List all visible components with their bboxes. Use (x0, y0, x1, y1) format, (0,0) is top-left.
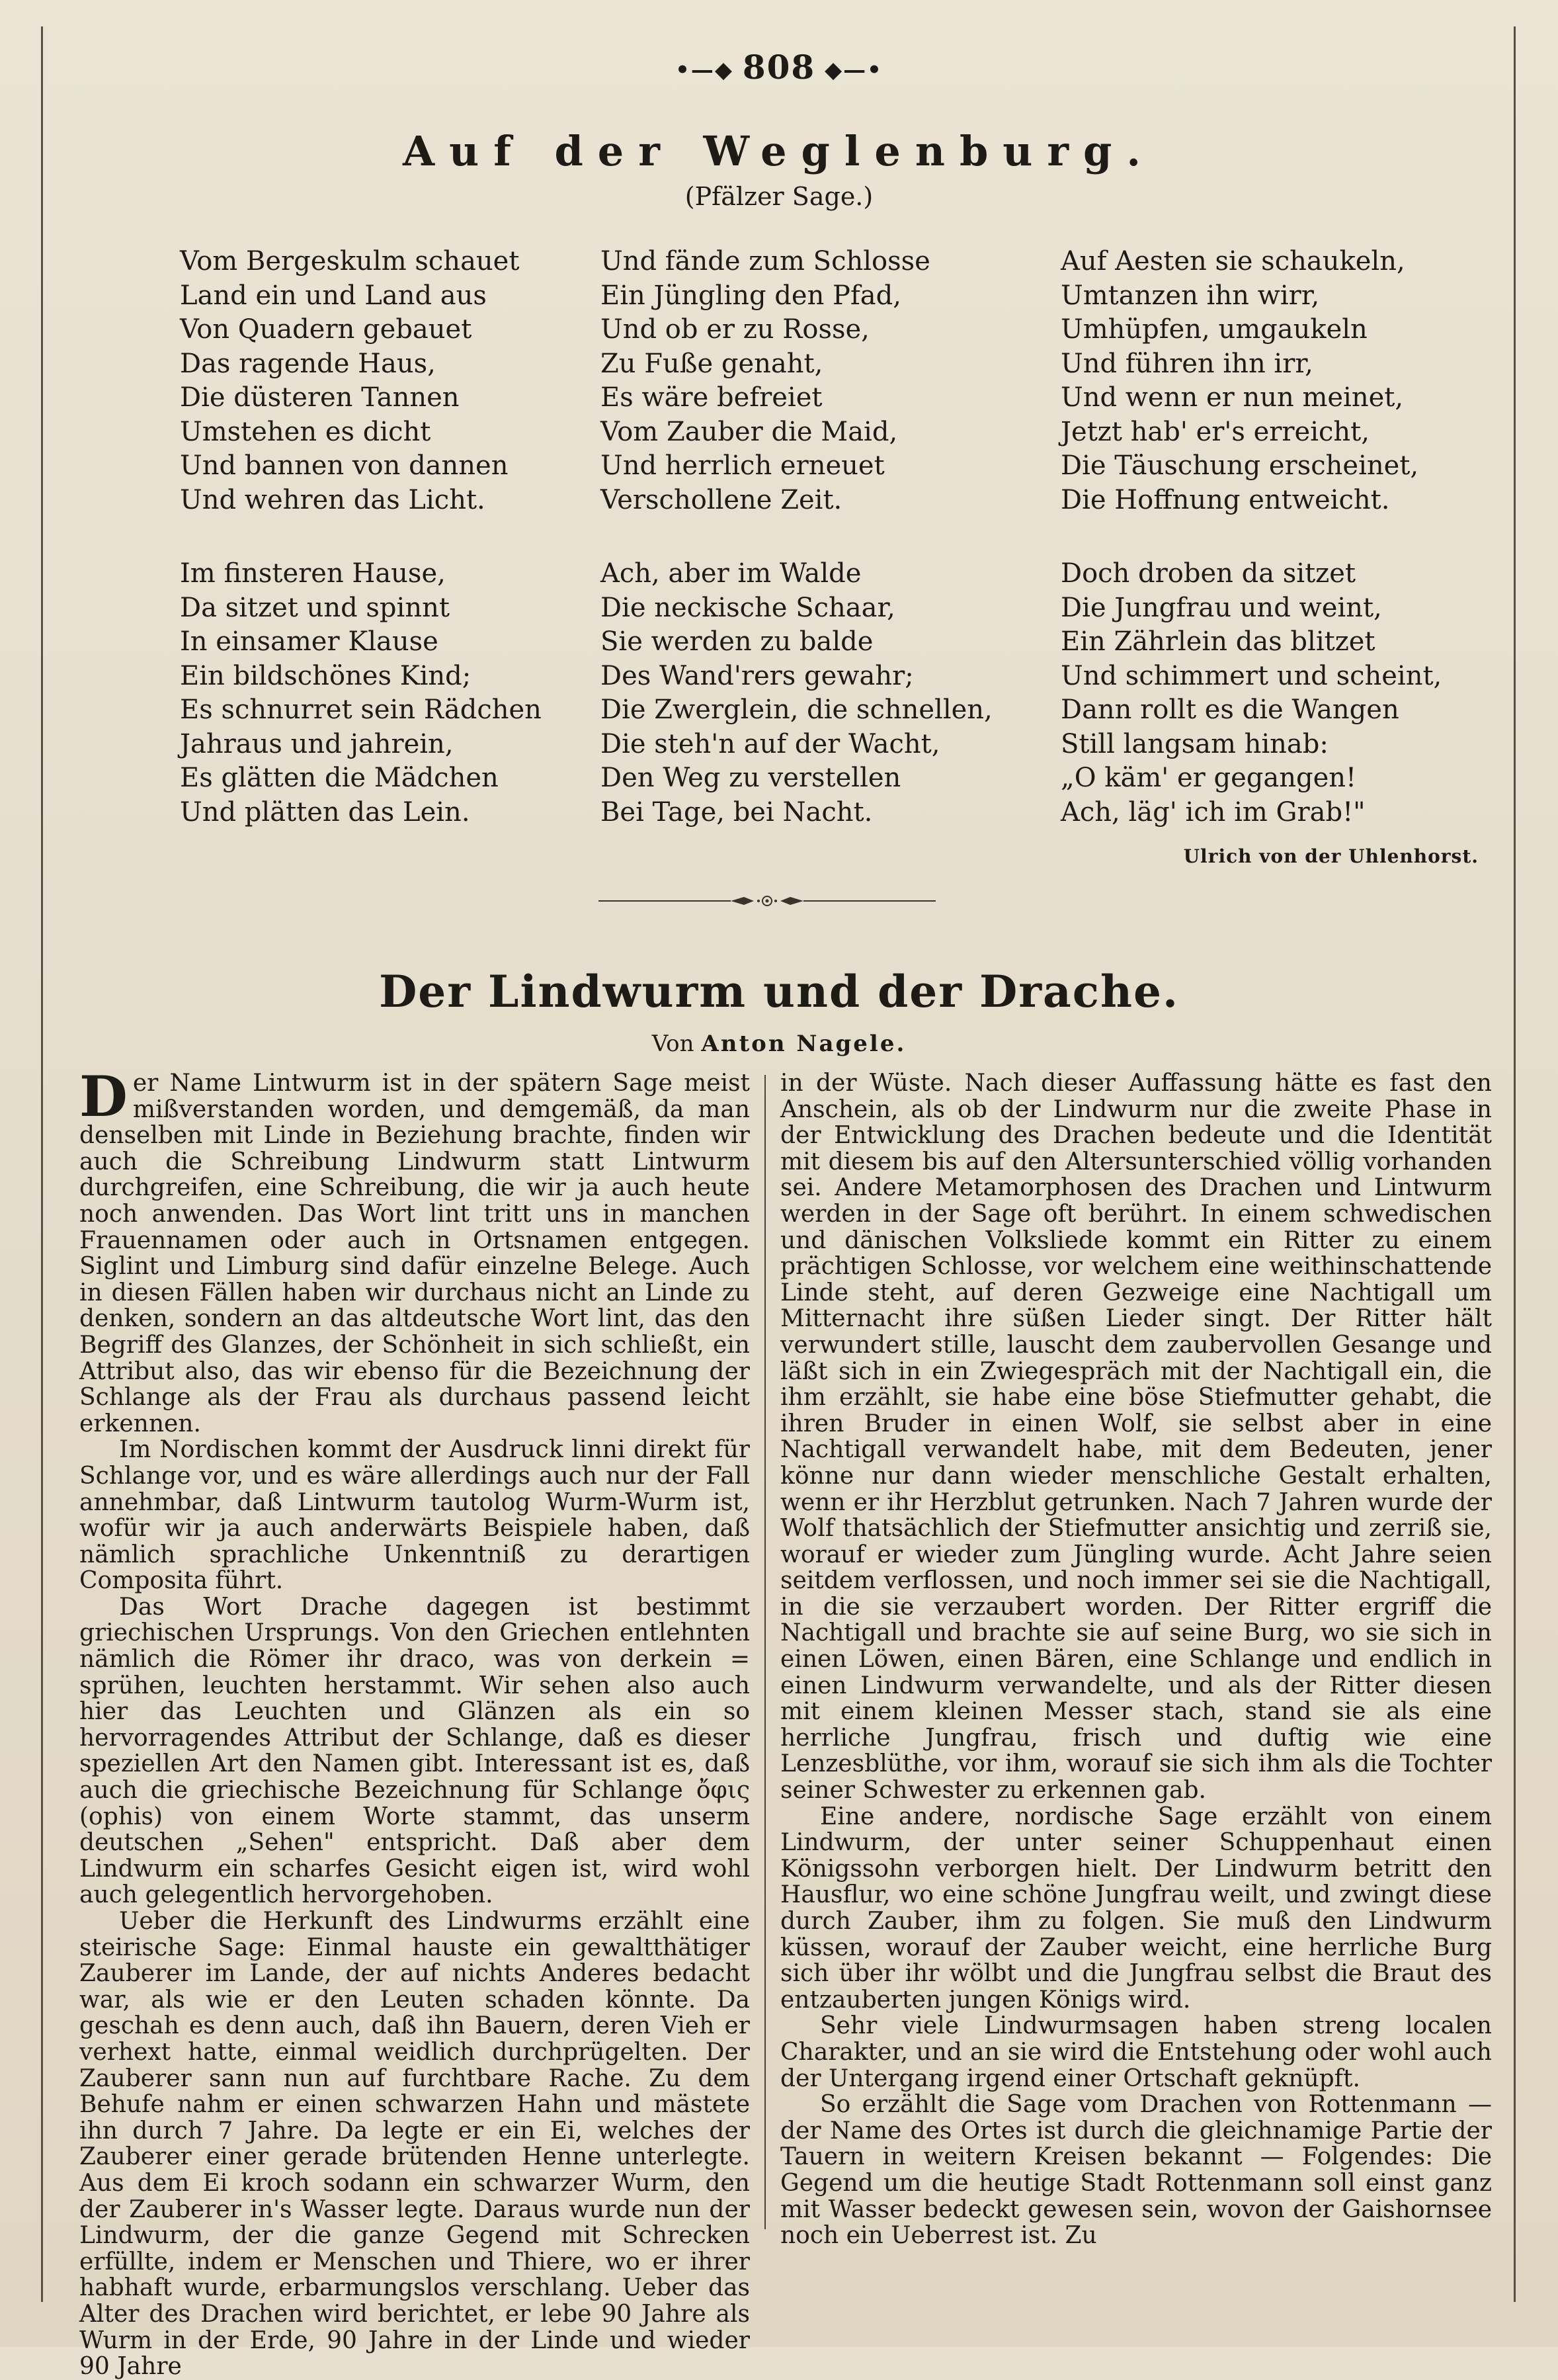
verse-line: Die Zwerglein, die schnellen, (600, 695, 993, 725)
article-title: Der Lindwurm und der Drache. (379, 966, 1179, 1017)
paragraph: Sehr viele Lindwurmsagen haben streng localen Charakter, und an sie wird die Entstehung oder wohl auch der Untergang irgend einer Ortschaft geknüpft. (780, 2012, 1492, 2092)
article-column-right (780, 1070, 1492, 2250)
verse-line: Und führen ihn irr, (1061, 348, 1313, 379)
verse-line: Still langsam hinab: (1061, 728, 1329, 759)
verse-line: Des Wand'rers gewahr; (600, 660, 914, 691)
page-number (0, 48, 1558, 87)
verse-line: Die Täuschung erscheinet, (1061, 450, 1419, 481)
verse-line: Die neckische Schaar, (600, 592, 895, 623)
poem-subtitle: (Pfälzer Sage.) (684, 182, 874, 211)
verse-line: Sie werden zu balde (600, 626, 874, 657)
verse-line: Jahraus und jahrein, (180, 728, 454, 759)
verse-line: Es glätten die Mädchen (180, 763, 499, 793)
verse-line: Von Quadern gebauet (180, 314, 472, 345)
stanza-3 (1061, 245, 1418, 517)
verse-line: Und ob er zu Rosse, (600, 314, 870, 345)
verse-line: Es wäre befreiet (600, 382, 823, 413)
verse-line: Ein bildschönes Kind; (180, 660, 472, 691)
verse-line: In einsamer Klause (180, 626, 438, 657)
stanza-4 (180, 557, 542, 829)
verse-line: Vom Zauber die Maid, (600, 416, 898, 447)
verse-line: Die steh'n auf der Wacht, (600, 728, 940, 759)
paragraph: in der Wüste. Nach dieser Auffassung hätte es fast den Anschein, als ob der Lindwurm nur die zweite Phase in der Entwicklung des Drachen bedeute und die Identität mit diesem bis auf den Altersunterschied völlig vorhanden sei. Andere Metamorphosen des Drachen und Lintwurm werden in der Sage oft berührt. In einem schwedischen und dänischen Volksliede kommt ein Ritter zu einem prächtigen Schlosse, vor welchem eine weithinschattende Linde steht, auf deren Gezweige eine Nachtigall um Mitternacht ihre süßen Lieder singt. Der Ritter hält verwundert stille, lauscht dem zaubervollen Gesange und läßt sich in ein Zwiegespräch mit der Nachtigall ein, die ihm erzählt, sie habe eine böse Stiefmutter gehabt, die ihren Bruder in einen Wolf, sie selbst aber in eine Nachtigall verwandelt habe, mit dem Bedeuten, jener könne nur dann wieder menschliche Gestalt erhalten, wenn er ihr Herzblut getrunken. Nach 7 Jahren wurde der Wolf thatsächlich der Stiefmutter ansichtig und zerriß sie, worauf er wieder zum Jüngling wurde. Acht Jahre seien seitdem verflossen, und noch immer sei sie die Nachtigall, in die sie verzaubert worden. Der Ritter ergriff die Nachtigall und brachte sie auf seine Burg, wo sie sich in einen Löwen, einen Bären, eine Schlange und endlich in einen Lindwurm verwandelte, und als der Ritter diesen mit einem kleinen Messer stach, stand sie als eine herrliche Jungfrau, frisch und duftig wie eine Lenzesblüthe, vor ihm, worauf sie sich ihm als die Tochter seiner Schwester zu erkennen gab. (780, 1070, 1492, 1805)
ornament-left-icon: •—◆ (675, 57, 743, 83)
verse-line: Ein Zährlein das blitzet (1061, 626, 1375, 657)
poem-title: Auf der Weglenburg. (403, 127, 1155, 175)
ornament-right-icon: ◆—• (815, 57, 883, 83)
verse-line: Vom Bergeskulm schauet (180, 246, 520, 276)
column-divider (764, 1075, 766, 2229)
verse-line: Und wehren das Licht. (180, 484, 485, 515)
drop-cap: D (79, 1064, 128, 1129)
verse-line: Umtanzen ihn wirr, (1061, 280, 1320, 311)
page-number-text: 808 (742, 48, 816, 87)
verse-line: Ach, aber im Walde (600, 558, 862, 589)
verse-line: Und plätten das Lein. (180, 796, 470, 828)
verse-line: Auf Aesten sie schaukeln, (1061, 246, 1405, 276)
poem-author: Ulrich von der Uhlenhorst. (1183, 845, 1479, 867)
verse-line: Und herrlich erneuet (600, 450, 885, 481)
verse-line: Doch droben da sitzet (1061, 558, 1356, 589)
verse-line: Es schnurret sein Rädchen (180, 695, 542, 725)
stanza-6 (1061, 557, 1442, 829)
verse-line: Verschollene Zeit. (600, 484, 842, 515)
paragraph: Im Nordischen kommt der Ausdruck linni direkt für Schlange vor, und es wäre allerdings auch nur der Fall annehmbar, daß Lintwurm tautolog Wurm-Wurm ist, wofür wir ja auch anderwärts Beispiele haben, daß nämlich sprachliche Unkenntniß zu derartigen Composita führt. (79, 1436, 750, 1595)
verse-line: Dann rollt es die Wangen (1061, 695, 1399, 725)
verse-line: Die Hoffnung entweicht. (1061, 484, 1390, 515)
verse-line: Land ein und Land aus (180, 280, 487, 311)
stanza-5 (600, 557, 993, 829)
article-byline (0, 1031, 1558, 1057)
verse-line: Zu Fuße genaht, (600, 348, 823, 379)
verse-line: Und bannen von dannen (180, 450, 509, 481)
paragraph (79, 1064, 750, 1437)
verse-line: Den Weg zu verstellen (600, 763, 901, 793)
verse-line: Jetzt hab' er's erreicht, (1061, 416, 1370, 447)
verse-line: Und wenn er nun meinet, (1061, 382, 1404, 413)
stanza-2 (600, 245, 930, 517)
article-column-left (79, 1064, 750, 2380)
verse-line: Ach, läg' ich im Grab!" (1061, 796, 1366, 828)
verse-line: Da sitzet und spinnt (180, 592, 450, 623)
stanza-1 (180, 245, 519, 517)
verse-line: Ein Jüngling den Pfad, (600, 280, 901, 311)
verse-line: Umstehen es dicht (180, 416, 431, 447)
divider-ornament-icon (598, 893, 936, 909)
verse-line: Umhüpfen, umgaukeln (1061, 314, 1368, 345)
paragraph: Das Wort Drache dagegen ist bestimmt griechischen Ursprungs. Von den Griechen entlehnten nämlich die Römer ihr draco, was von derkein = sprühen, leuchten herstammt. Wir sehen also auch hier das Leuchten und Glänzen als ein so hervorragendes Attribut der Schlange, daß es dieser speziellen Art den Namen gibt. Interessant ist es, daß auch die griechische Bezeichnung für Schlange ὄφις (ophis) von einem Worte stammt, das unserm deutschen „Sehen" entspricht. Daß aber dem Lindwurm ein scharfes Gesicht eigen ist, wird wohl auch gelegentlich hervorgehoben. (79, 1593, 750, 1909)
verse-line: Bei Tage, bei Nacht. (600, 796, 873, 828)
paragraph: Ueber die Herkunft des Lindwurms erzählt eine steirische Sage: Einmal hauste ein gewaltthätiger Zauberer im Lande, der auf nichts Anderes bedacht war, als wie er den Leuten schaden könnte. Da geschah es denn auch, daß ihn Bauern, deren Vieh er verhext hatte, einmal weidlich durchprügelten. Der Zauberer sann nun auf furchtbare Rache. Zu dem Behufe nahm er einen schwarzen Hahn und mästete ihn durch 7 Jahre. Da legte er ein Ei, welches der Zauberer einer gerade brütenden Henne unterlegte. Aus dem Ei kroch sodann ein schwarzer Wurm, den der Zauberer in's Wasser legte. Daraus wurde nun der Lindwurm, der die ganze Gegend mit Schrecken erfüllte, indem er Menschen und Thiere, wo er ihrer habhaft wurde, erbarmungslos verschlang. Ueber das Alter des Drachen wird berichtet, er lebe 90 Jahre als Wurm in der Erde, 90 Jahre in der Linde und wieder 90 Jahre (79, 1908, 750, 2380)
verse-line: Die Jungfrau und weint, (1061, 592, 1382, 623)
verse-line: Das ragende Haus, (180, 348, 436, 379)
paragraph-text: er Name Lintwurm ist in der spätern Sage meist mißverstanden worden, und demgemäß, da man denselben mit Linde in Beziehung brachte, finden wir auch die Schreibung Lindwurm statt Lintwurm durchgreifen, eine Schreibung, die wir ja auch heute noch anwenden. Das Wort lint tritt uns in manchen Frauennamen oder auch in Ortsnamen entgegen. Siglint und Limburg sind dafür einzelne Belege. Auch in diesen Fällen haben wir durchaus nicht an Linde zu denken, sondern an das altdeutsche Wort lint, das den Begriff des Glanzes, der Schönheit in sich schließt, ein Attribut also, das wir ebenso für die Bezeichnung der Schlange als der Frau als durchaus passend leicht erkennen. (79, 1070, 750, 1437)
verse-line: Und fände zum Schlosse (600, 246, 930, 276)
paragraph: Eine andere, nordische Sage erzählt von einem Lindwurm, der unter seiner Schuppenhaut einen Königssohn verborgen hielt. Der Lindwurm betritt den Hausflur, wo eine schöne Jungfrau weilt, und zwingt diese durch Zauber, ihm zu folgen. Sie muß den Lindwurm küssen, worauf der Zauber weicht, eine herrliche Burg sich über ihr wölbt und die Jungfrau selbst die Braut des entzauberten jungen Königs wird. (780, 1803, 1492, 2014)
verse-line: Im finsteren Hause, (180, 558, 446, 589)
verse-line: Und schimmert und scheint, (1061, 660, 1442, 691)
verse-line: Die düsteren Tannen (180, 382, 460, 413)
byline-prefix: Von (651, 1031, 694, 1057)
paragraph: So erzählt die Sage vom Drachen von Rottenmann — der Name des Ortes ist durch die gleichnamige Partie der Tauern in weitern Kreisen bekannt — Folgendes: Die Gegend um die heutige Stadt Rottenmann soll einst ganz mit Wasser bedeckt gewesen sein, wovon der Gaishornsee noch ein Ueberrest ist. Zu (780, 2091, 1492, 2250)
byline-author: Anton Nagele. (701, 1031, 907, 1057)
verse-line: „O käm' er gegangen! (1061, 763, 1357, 793)
